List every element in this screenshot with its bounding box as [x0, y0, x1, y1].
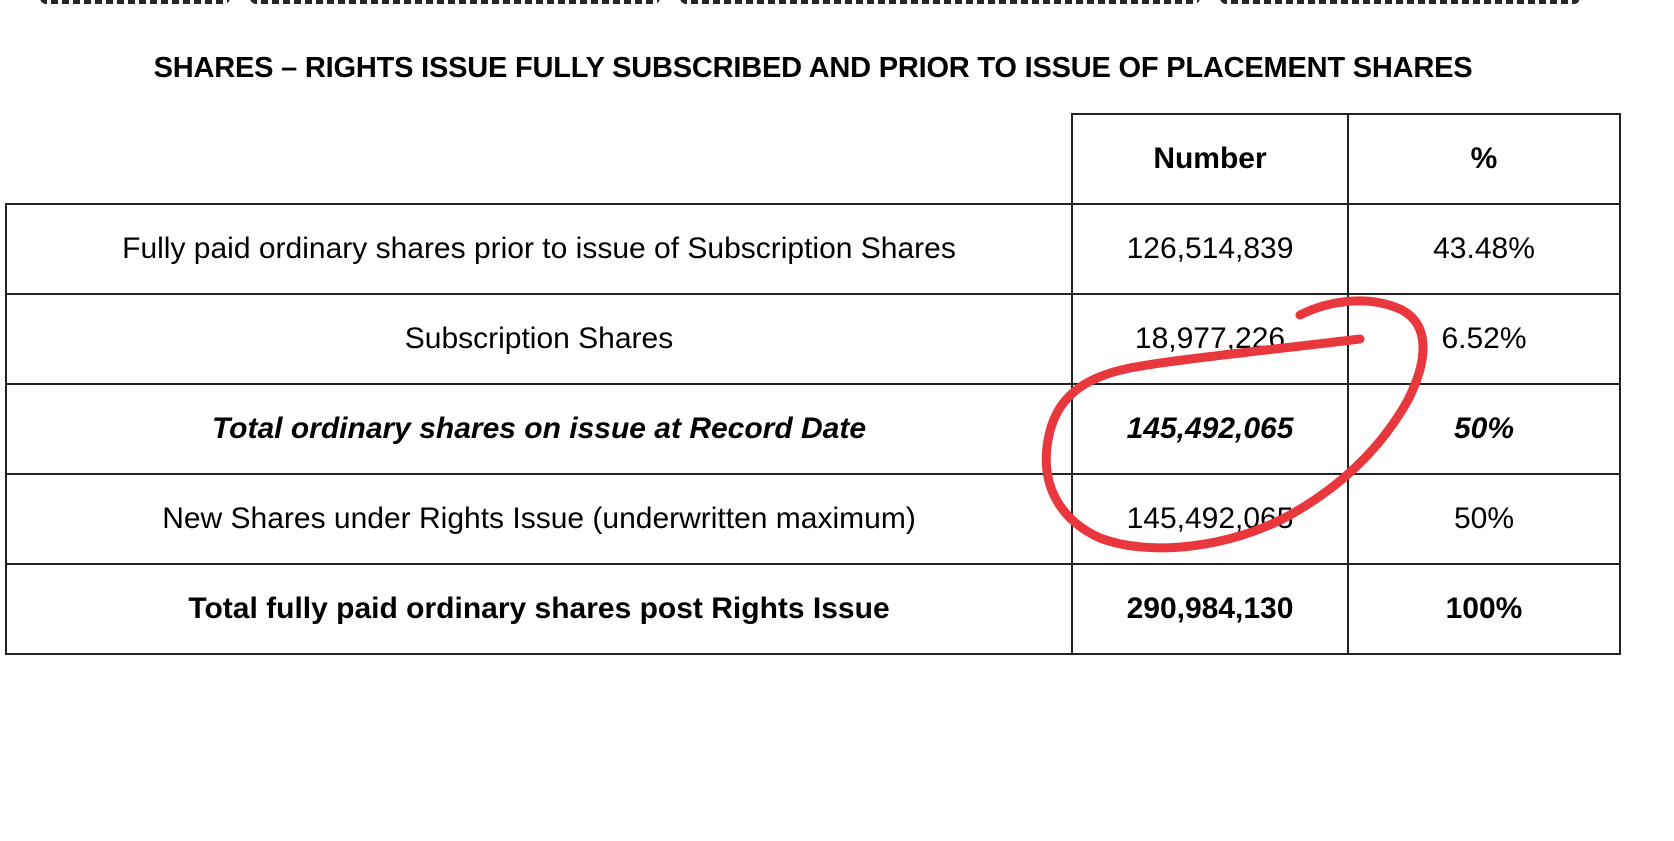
table-row — [6, 294, 1620, 384]
row-number: 145,492,065 — [1072, 384, 1348, 474]
cut-off-text-line — [0, 0, 1674, 4]
row-label: Subscription Shares — [6, 294, 1072, 384]
table-row — [6, 384, 1620, 474]
header-number: Number — [1072, 114, 1348, 204]
shares-table — [5, 113, 1621, 655]
row-number: 290,984,130 — [1072, 564, 1348, 654]
table-row — [6, 474, 1620, 564]
row-label: Fully paid ordinary shares prior to issue of Subscription Shares — [6, 204, 1072, 294]
row-percent: 6.52% — [1348, 294, 1620, 384]
row-label: Total fully paid ordinary shares post Rights Issue — [6, 564, 1072, 654]
header-blank — [6, 114, 1072, 204]
row-number: 126,514,839 — [1072, 204, 1348, 294]
row-percent: 50% — [1348, 384, 1620, 474]
row-percent: 43.48% — [1348, 204, 1620, 294]
header-percent: % — [1348, 114, 1620, 204]
table-row — [6, 204, 1620, 294]
table-row — [6, 564, 1620, 654]
row-percent: 50% — [1348, 474, 1620, 564]
row-label: Total ordinary shares on issue at Record Date — [6, 384, 1072, 474]
row-number: 145,492,065 — [1072, 474, 1348, 564]
table-title: SHARES – RIGHTS ISSUE FULLY SUBSCRIBED AND PRIOR TO ISSUE OF PLACEMENT SHARES — [153, 52, 1473, 84]
row-percent: 100% — [1348, 564, 1620, 654]
header-row — [6, 114, 1620, 204]
row-label: New Shares under Rights Issue (underwritten maximum) — [6, 474, 1072, 564]
row-number: 18,977,226 — [1072, 294, 1348, 384]
